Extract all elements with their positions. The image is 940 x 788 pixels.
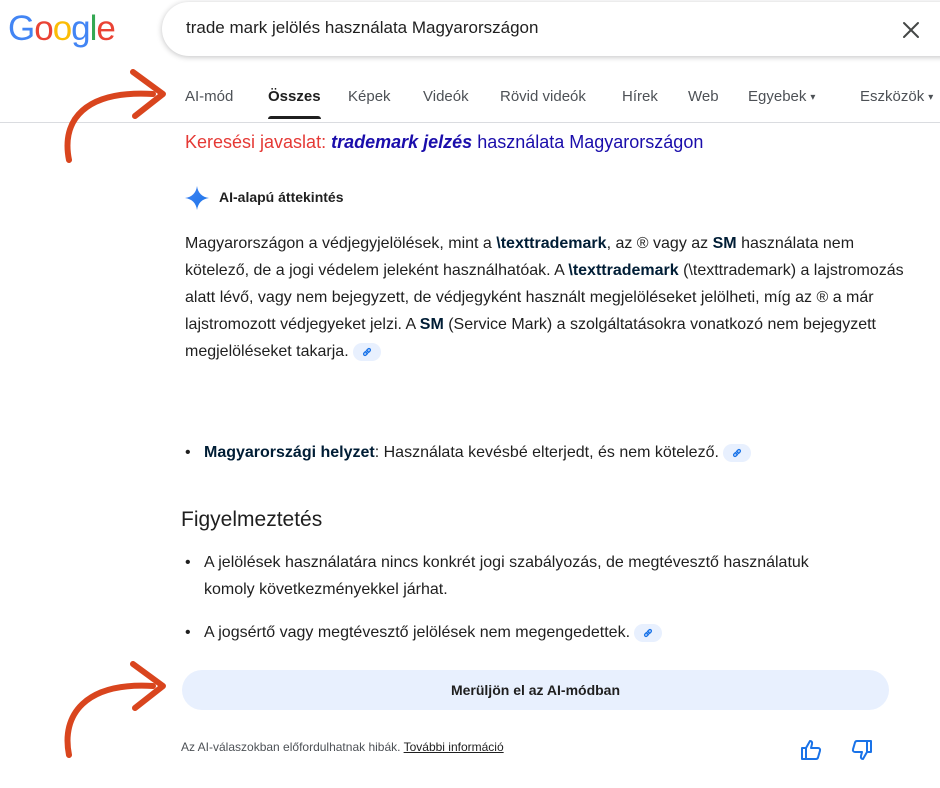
ai-overview-title: AI-alapú áttekintés [219, 189, 344, 205]
tab-web[interactable]: Web [688, 88, 719, 105]
bullet-text: A jelölések használatára nincs konkrét jogi szabályozás, de megtévesztő használatuk komoly következményekkel járhat. [204, 554, 809, 598]
search-box[interactable] [162, 2, 940, 56]
source-link-chip[interactable] [723, 444, 751, 462]
logo-letter: l [89, 9, 97, 48]
tab-more[interactable] [748, 88, 815, 105]
para-bold: \texttrademark [496, 235, 607, 252]
bullet-dot: • [185, 554, 191, 571]
bullet-text: : Használata kevésbé elterjedt, és nem kötelező. [374, 444, 719, 461]
suggestion-link-rest[interactable]: használata Magyarországon [477, 132, 704, 152]
annotation-arrow [55, 650, 175, 760]
bullet-dot: • [185, 444, 191, 461]
bullet-dot: • [185, 624, 191, 641]
ai-sparkle-icon [185, 186, 209, 210]
ai-disclaimer [181, 740, 504, 754]
para-bold: SM [419, 316, 444, 333]
para-bold: \texttrademark [568, 262, 679, 279]
logo-letter: G [8, 9, 35, 48]
logo-letter: e [96, 9, 115, 48]
para-text: , az ® vagy az [606, 235, 713, 252]
more-info-link[interactable]: További információ [403, 740, 504, 754]
link-icon [642, 627, 654, 639]
suggestion-link-bold[interactable]: trademark jelzés [331, 132, 473, 152]
source-link-chip[interactable] [634, 624, 662, 642]
dropdown-caret-icon: ▾ [928, 91, 934, 103]
tab-ai-mode[interactable]: AI-mód [185, 88, 234, 105]
para-text: (\texttrademark) a lajstromozás alatt lévő, vagy nem bejegyzett, de védjegyként használt megjelöléseket jelölheti, míg az ® a már lajstromozott védjegyeket jelzi. A [185, 262, 904, 333]
source-link-chip[interactable] [353, 343, 381, 361]
tab-tools[interactable] [860, 88, 933, 105]
logo-letter: g [71, 9, 90, 48]
thumbs-down-icon[interactable] [850, 738, 874, 762]
logo-letter: o [52, 9, 72, 48]
tab-tools-label: Eszközök [860, 88, 925, 105]
bullet-bold: Magyarországi helyzet [204, 444, 375, 461]
tab-videos[interactable]: Videók [423, 88, 469, 105]
suggestion-label: Keresési javaslat: [185, 132, 327, 152]
tab-short-videos[interactable]: Rövid videók [500, 88, 586, 105]
section-heading: Figyelmeztetés [181, 508, 323, 531]
google-logo[interactable] [8, 9, 115, 49]
tab-more-label: Egyebek [748, 88, 807, 105]
logo-letter: o [34, 9, 53, 48]
para-text: használata nem kötelező, de a jogi védelem jeleként használhatóak. A [185, 235, 855, 279]
tab-images[interactable]: Képek [348, 88, 391, 105]
ai-mode-button[interactable]: Merüljön el az AI-módban [182, 670, 889, 710]
thumbs-up-icon[interactable] [799, 738, 823, 762]
dropdown-caret-icon: ▾ [810, 91, 816, 103]
link-icon [361, 346, 373, 358]
bullet-text: A jogsértő vagy megtévesztő jelölések nem megengedettek. [204, 624, 631, 641]
link-icon [731, 447, 743, 459]
annotation-arrow [55, 60, 175, 165]
tab-news[interactable]: Hírek [622, 88, 658, 105]
para-bold: SM [712, 235, 737, 252]
para-text: Magyarországon a védjegyjelölések, mint a [185, 235, 497, 252]
search-suggestion [185, 132, 703, 153]
close-icon[interactable] [900, 19, 922, 41]
search-input[interactable]: trade mark jelölés használata Magyarországon [186, 18, 539, 37]
para-text: (Service Mark) a szolgáltatásokra vonatkozó nem bejegyzett megjelöléseket takarja. [185, 316, 876, 360]
disclaimer-text: Az AI-válaszokban előfordulhatnak hibák. [181, 740, 404, 754]
tab-all[interactable]: Összes [268, 88, 321, 105]
ai-overview-paragraph [185, 230, 905, 365]
